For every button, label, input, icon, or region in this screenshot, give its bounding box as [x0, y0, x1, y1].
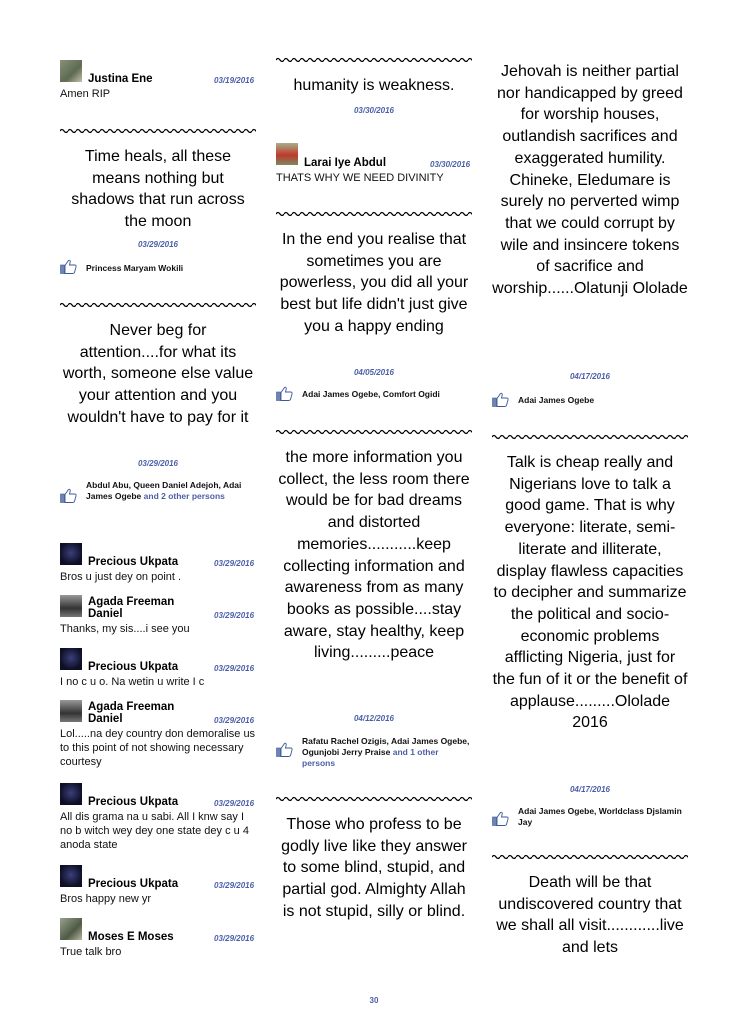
like-thumb-icon: [492, 392, 509, 407]
quote-date: 04/05/2016: [353, 368, 395, 377]
likes-more-link[interactable]: and 1 other persons: [302, 747, 439, 768]
page-number: 30: [369, 996, 379, 1005]
likes-list: [86, 480, 256, 502]
likes-list: Adai James Ogebe: [518, 395, 595, 405]
likes-more-link[interactable]: and 2 other persons: [143, 491, 225, 501]
avatar: [60, 648, 82, 670]
likes-list: Adai James Ogebe, Worldclass Djslamin Jay: [518, 806, 682, 827]
commenter-name[interactable]: Precious Ukpata: [88, 796, 179, 808]
commenter-name[interactable]: Precious Ukpata: [88, 878, 179, 890]
avatar: [60, 543, 82, 565]
comment-date: 03/29/2016: [214, 716, 255, 725]
wavy-divider: [492, 853, 688, 861]
avatar: [276, 143, 298, 165]
quote-date: 04/12/2016: [353, 714, 395, 723]
avatar: [60, 60, 82, 82]
comment-date: 03/29/2016: [214, 664, 255, 673]
avatar: [60, 595, 82, 617]
commenter-name[interactable]: Agada Freeman Daniel: [88, 701, 175, 725]
quote-text: the more information you collect, the less room there would be for bad dreams and distorted memories...........keep collecting information and awareness from as many books as possible....stay aware, stay healthy, keep living.........peace: [278, 449, 470, 662]
commenter-name[interactable]: Larai Iye Abdul: [304, 157, 387, 169]
quote-text: Jehovah is neither partial nor handicapped by greed for worship houses, outlandish sacrifices and exaggerated humility. Chineke, Eledumare is surely no perverted wimp that we could corrupt by wile and insincere tokens of sacrifice and worship......Olatunji Ololade: [492, 63, 688, 298]
likes-list: [302, 736, 472, 769]
comment-text: True talk bro: [60, 946, 122, 958]
like-thumb-icon: [492, 811, 509, 826]
commenter-name[interactable]: Agada Freeman Daniel: [88, 596, 175, 620]
quote-text: Talk is cheap really and Nigerians love to talk a good game. That is why everyone: literate, semi-literate and illiterate, display flawless capacities to decipher and summarize the political and socio-economic problems afflicting Nigeria, just for the fun of it or the benefit of applause.........Ololade 2016: [492, 454, 688, 732]
wavy-divider: [276, 210, 472, 218]
avatar: [60, 865, 82, 887]
comment-date: 03/30/2016: [430, 160, 471, 169]
likes-list: Adai James Ogebe, Comfort Ogidi: [302, 389, 440, 399]
wavy-divider: [60, 127, 256, 135]
commenter-name[interactable]: Precious Ukpata: [88, 661, 179, 673]
likes-names: Rafatu Rachel Ozigis, Adai James Ogebe, Ogunjobi Jerry Praise: [302, 736, 470, 757]
likes-list: Princess Maryam Wokili: [86, 263, 184, 273]
quote-text: Death will be that undiscovered country that we shall all visit............live and lets: [496, 874, 684, 957]
comment-text: Bros u just dey on point .: [60, 571, 182, 583]
avatar: [60, 700, 82, 722]
comment-text: THATS WHY WE NEED DIVINITY: [276, 172, 444, 184]
quote-date: 04/17/2016: [569, 372, 611, 381]
likes-names: Abdul Abu, Queen Daniel Adejoh, Adai James Ogebe: [86, 480, 242, 501]
commenter-name[interactable]: Moses E Moses: [88, 931, 174, 943]
comment-text: Lol.....na dey country don demoralise us to this point of not showing necessary courtesy: [60, 728, 256, 768]
quote-text: In the end you realise that sometimes you are powerless, you did all your best but life didn't just give you a happy ending: [279, 231, 469, 335]
avatar: [60, 918, 82, 940]
commenter-name[interactable]: Precious Ukpata: [88, 556, 179, 568]
like-thumb-icon: [60, 488, 77, 503]
like-thumb-icon: [60, 259, 77, 274]
wavy-divider: [492, 433, 688, 441]
wavy-divider: [276, 428, 472, 436]
comment-date: 03/29/2016: [214, 611, 255, 620]
quote-text: Never beg for attention....for what its worth, someone else value your attention and you wouldn't have to pay for it: [62, 322, 254, 426]
comment-text: All dis grama na u sabi. All I knw say I no b witch wey dey one state dey c u 4 anoda state: [60, 811, 249, 851]
quote-text: humanity is weakness.: [293, 77, 455, 94]
like-thumb-icon: [276, 742, 293, 757]
comment-text: Thanks, my sis....i see you: [60, 623, 190, 635]
comment-text: Bros happy new yr: [60, 893, 152, 905]
wavy-divider: [60, 301, 256, 309]
wavy-divider: [276, 795, 472, 803]
comment-text: I no c u o. Na wetin u write I c: [60, 676, 205, 688]
like-thumb-icon: [276, 386, 293, 401]
quote-text: Time heals, all these means nothing but shadows that run across the moon: [71, 148, 245, 231]
quote-text: Those who profess to be godly live like they answer to some blind, stupid, and partial god. Almighty Allah is not stupid, silly or blind.: [281, 816, 467, 920]
comment-date: 03/29/2016: [214, 934, 255, 943]
comment-date: 03/29/2016: [214, 799, 255, 808]
avatar: [60, 783, 82, 805]
wavy-divider: [276, 56, 472, 64]
comment-date: 03/29/2016: [214, 559, 255, 568]
quote-date: 03/29/2016: [137, 240, 179, 249]
comment-date: 03/29/2016: [214, 881, 255, 890]
quote-date: 03/29/2016: [137, 459, 179, 468]
quote-date: 04/17/2016: [569, 785, 611, 794]
commenter-name[interactable]: Justina Ene: [88, 73, 153, 85]
quote-date: 03/30/2016: [353, 106, 395, 115]
comment-text: Amen RIP: [60, 88, 111, 100]
comment-date: 03/19/2016: [214, 76, 255, 85]
